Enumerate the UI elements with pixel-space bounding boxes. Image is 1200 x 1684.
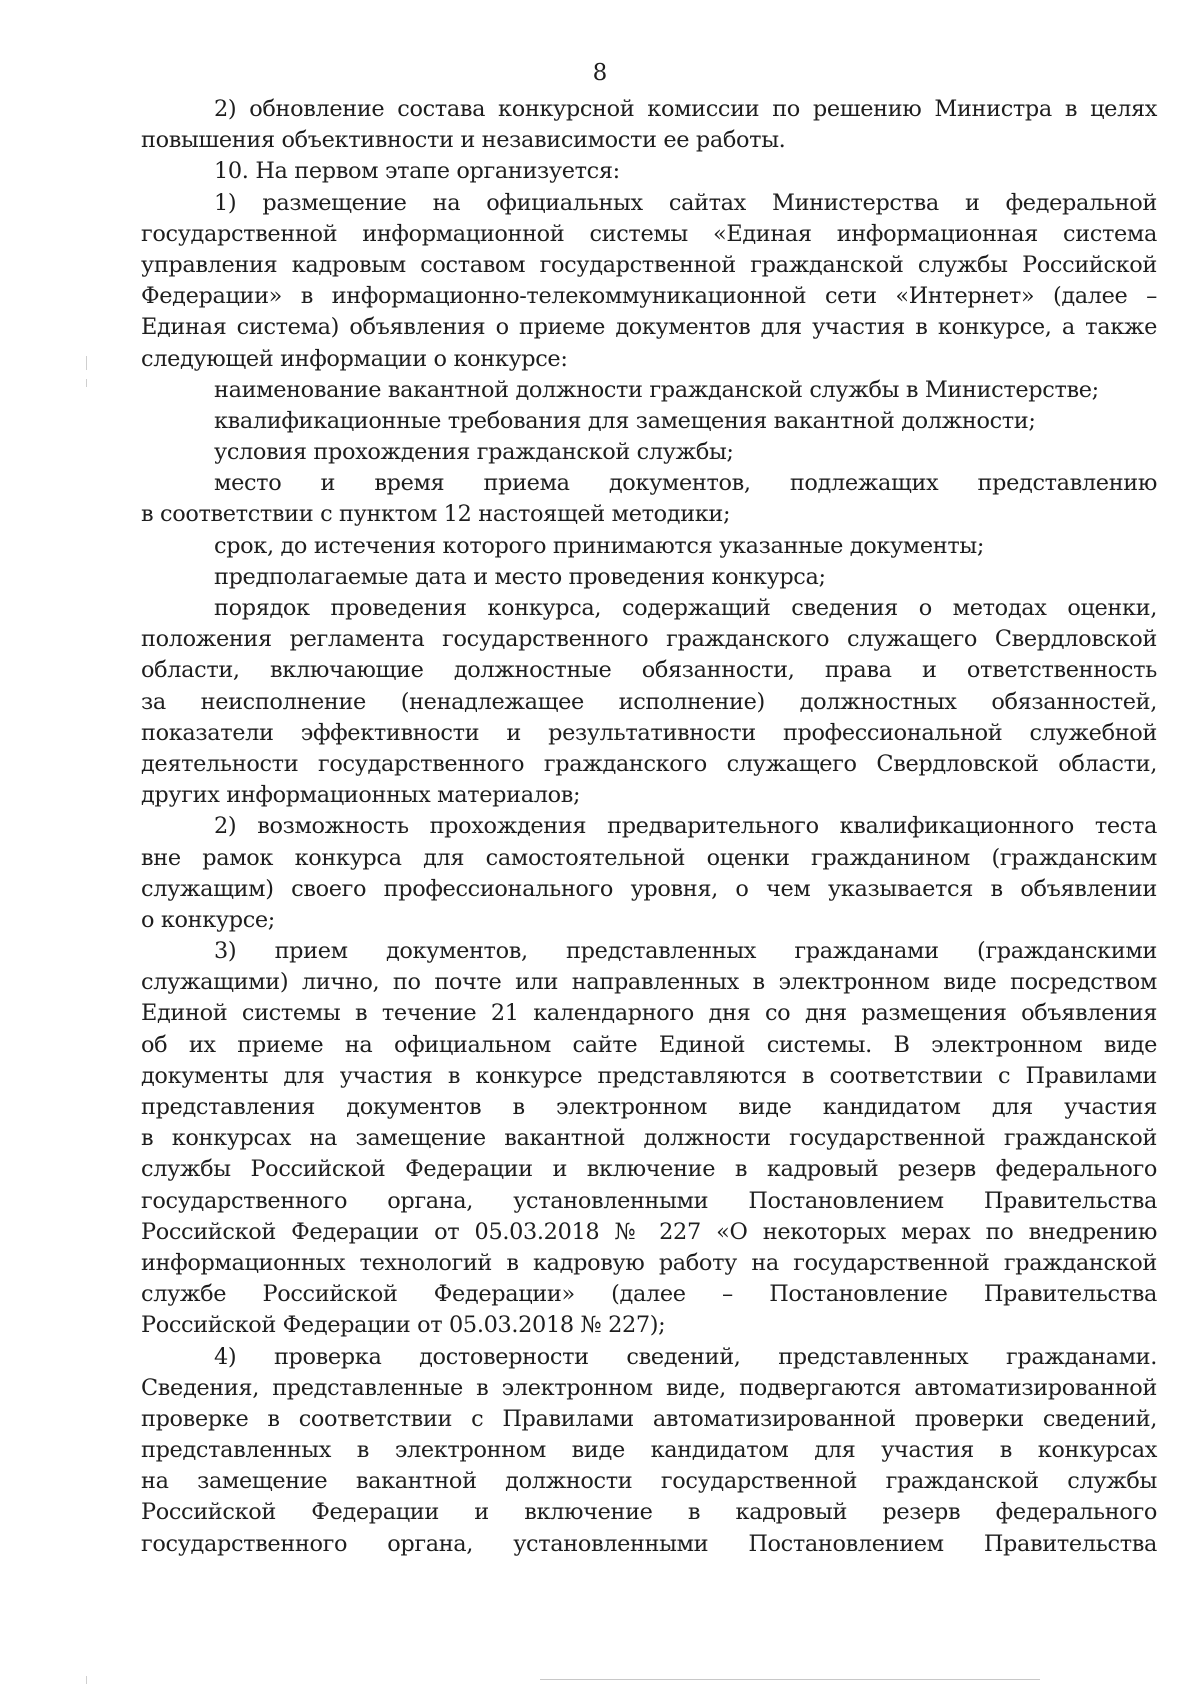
text-line: 4) проверка достоверности сведений, представленных гражданами. (214, 1343, 1157, 1370)
document-body (141, 94, 1157, 1560)
text-line: в соответствии с пунктом 12 настоящей методики; (141, 501, 731, 528)
text-line: о конкурсе; (141, 906, 275, 933)
scan-artifact (86, 379, 87, 387)
text-line: государственной информационной системы «Единая информационная система (141, 220, 1157, 247)
text-line: следующей информации о конкурсе: (141, 345, 568, 372)
text-line: Российской Федерации от 05.03.2018 № 227); (141, 1312, 666, 1339)
text-line: Сведения, представленные в электронном виде, подвергаются автоматизированной (141, 1374, 1157, 1401)
text-line: 2) возможность прохождения предварительного квалификационного теста (214, 813, 1157, 840)
text-line: управления кадровым составом государственной гражданской службы Российской (141, 251, 1157, 278)
text-line: служащими) лично, по почте или направленных в электронном виде посредством (141, 969, 1157, 996)
text-line: об их приеме на официальном сайте Единой системы. В электронном виде (141, 1031, 1157, 1058)
text-line: предполагаемые дата и место проведения конкурса; (214, 563, 826, 590)
text-line: службе Российской Федерации» (далее – Постановление Правительства (141, 1281, 1157, 1308)
page-number: 8 (592, 60, 608, 86)
text-line: положения регламента государственного гражданского служащего Свердловской (141, 626, 1157, 653)
text-line: вне рамок конкурса для самостоятельной оценки гражданином (гражданским (141, 844, 1157, 871)
text-line: показатели эффективности и результативности профессиональной служебной (141, 719, 1157, 746)
text-line: государственного органа, установленными Постановлением Правительства (141, 1530, 1157, 1557)
text-line: условия прохождения гражданской службы; (214, 439, 734, 466)
text-line: в конкурсах на замещение вакантной должности государственной гражданской (141, 1125, 1157, 1152)
text-line: 1) размещение на официальных сайтах Министерства и федеральной (214, 189, 1157, 216)
scan-artifact (86, 356, 87, 370)
text-line: представленных в электронном виде кандидатом для участия в конкурсах (141, 1437, 1157, 1464)
text-line: Единая система) объявления о приеме документов для участия в конкурсе, а также (141, 314, 1157, 341)
text-line: деятельности государственного гражданского служащего Свердловской области, (141, 750, 1157, 777)
text-line: повышения объективности и независимости ее работы. (141, 127, 786, 154)
text-line: области, включающие должностные обязанности, права и ответственность (141, 657, 1157, 684)
scan-artifact (86, 1676, 87, 1684)
text-line: проверке в соответствии с Правилами автоматизированной проверки сведений, (141, 1405, 1157, 1432)
text-line: Российской Федерации и включение в кадровый резерв федерального (141, 1499, 1157, 1526)
scan-artifact (540, 1679, 1040, 1680)
text-line: документы для участия в конкурсе представляются в соответствии с Правилами (141, 1062, 1157, 1089)
text-line: представления документов в электронном виде кандидатом для участия (141, 1094, 1157, 1120)
text-line: на замещение вакантной должности государственной гражданской службы (141, 1468, 1157, 1495)
text-line: наименование вакантной должности гражданской службы в Министерстве; (214, 376, 1099, 403)
text-line: Единой системы в течение 21 календарного дня со дня размещения объявления (141, 1000, 1157, 1027)
text-line: квалификационные требования для замещения вакантной должности; (214, 407, 1036, 434)
text-line: Федерации» в информационно-телекоммуникационной сети «Интернет» (далее – (141, 283, 1157, 310)
text-line: порядок проведения конкурса, содержащий сведения о методах оценки, (214, 595, 1157, 621)
text-line: других информационных материалов; (141, 782, 581, 809)
text-line: государственного органа, установленными Постановлением Правительства (141, 1187, 1157, 1214)
text-line: служащим) своего профессионального уровня, о чем указывается в объявлении (141, 875, 1157, 902)
text-line: за неисполнение (ненадлежащее исполнение) должностных обязанностей, (141, 688, 1157, 715)
text-line: информационных технологий в кадровую работу на государственной гражданской (141, 1249, 1157, 1276)
text-line: срок, до истечения которого принимаются указанные документы; (214, 532, 985, 559)
text-line: 10. На первом этапе организуется: (214, 158, 620, 185)
text-line: место и время приема документов, подлежащих представлению (214, 470, 1157, 497)
text-line: 3) прием документов, представленных гражданами (гражданскими (214, 938, 1157, 965)
text-line: службы Российской Федерации и включение в кадровый резерв федерального (141, 1156, 1157, 1183)
text-line: Российской Федерации от 05.03.2018 № 227 «О некоторых мерах по внедрению (141, 1218, 1157, 1245)
text-line: 2) обновление состава конкурсной комиссии по решению Министра в целях (214, 96, 1157, 122)
